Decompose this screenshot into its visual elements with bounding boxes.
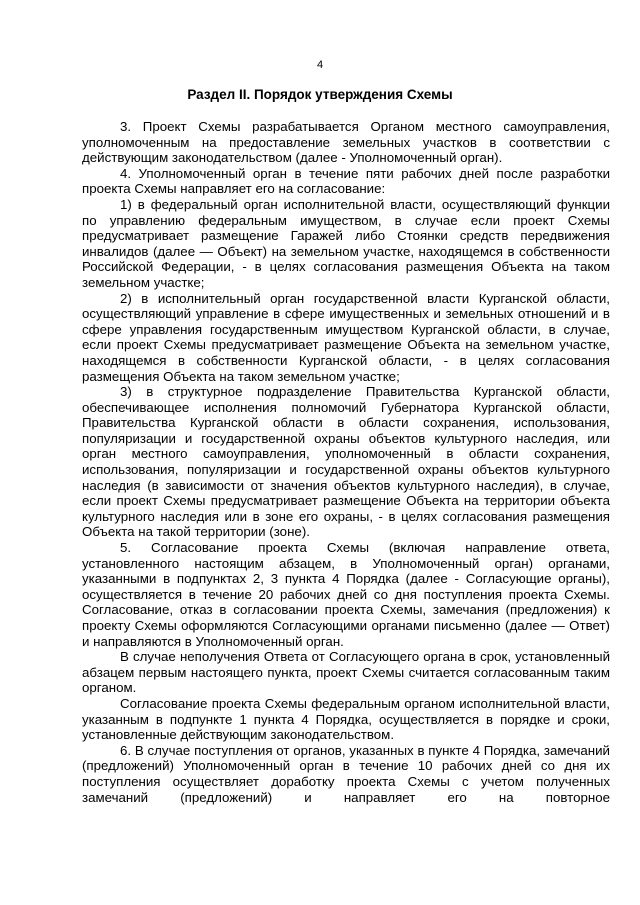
paragraph-6: 6. В случае поступления от органов, указанных в пункте 4 Порядка, замечаний (предложений) Уполномоченный орган в течение 10 рабочих дней со дня их поступления осуществляет доработку проекта Схемы с учетом полученных замечаний (предложений) и направляет его на повторное <box>82 742 610 805</box>
paragraph-5-no-response: В случае неполучения Ответа от Согласующего органа в срок, установленный абзацем первым настоящего пункта, проект Схемы считается согласованным таким органом. <box>82 649 610 696</box>
paragraph-5-federal-approval: Согласование проекта Схемы федеральным органом исполнительной власти, указанным в подпункте 1 пункта 4 Порядка, осуществляется в порядке и сроки, установленные действующим законодательством. <box>82 695 610 743</box>
paragraph-4-subitem-2: 2) в исполнительный орган государственной власти Курганской области, осуществляющий управление в сфере имущественных и земельных отношений и в сфере управления государственным имуществом Курганской области, в случае, если проект Схемы предусматривает размещение Объекта на земельном участке, находящемся в собственности Курганской области, - в целях согласования размещения Объекта на таком земельном участке; <box>82 290 610 384</box>
document-body <box>82 119 610 805</box>
paragraph-5: 5. Согласование проекта Схемы (включая направление ответа, установленного настоящим абзацем, в Уполномоченный орган) органами, указанными в подпунктах 2, 3 пункта 4 Порядка (далее - Согласующие органы), осуществляется в течение 20 рабочих дней со дня поступления проекта Схемы. Согласование, отказ в согласовании проекта Схемы, замечания (предложения) к проекту Схемы оформляются Согласующими органами письменно (далее — Ответ) и направляются в Уполномоченный орган. <box>82 540 610 649</box>
page-number: 4 <box>316 59 324 71</box>
paragraph-4-subitem-3: 3) в структурное подразделение Правительства Курганской области, обеспечивающее исполнения полномочий Губернатора Курганской области, Правительства Курганской области в области сохранения, использования, популяризации и государственной охраны объектов культурного наследия, или орган местного самоуправления, уполномоченный в области сохранения, использования, популяризации и государственной охраны объектов культурного наследия (в зависимости от значения объектов культурного наследия), в случае, если проект Схемы предусматривает размещение Объекта на территории объекта культурного наследия или в зоне его охраны, - в целях согласования размещения Объекта на такой территории (зоне). <box>82 384 610 540</box>
paragraph-4-subitem-1: 1) в федеральный орган исполнительной власти, осуществляющий функции по управлению федеральным имуществом, в случае если проект Схемы предусматривает размещение Гаражей либо Стоянки средств передвижения инвалидов (далее — Объект) на земельном участке, находящемся в собственности Российской Федерации, - в целях согласования размещения Объекта на таком земельном участке; <box>82 196 610 290</box>
section-heading: Раздел II. Порядок утверждения Схемы <box>187 87 453 102</box>
paragraph-3: 3. Проект Схемы разрабатывается Органом местного самоуправления, уполномоченным на предоставление земельных участков в соответствии с действующим законодательством (далее - Уполномоченный орган). <box>82 119 610 166</box>
paragraph-4: 4. Уполномоченный орган в течение пяти рабочих дней после разработки проекта Схемы направляет его на согласование: <box>82 165 610 197</box>
